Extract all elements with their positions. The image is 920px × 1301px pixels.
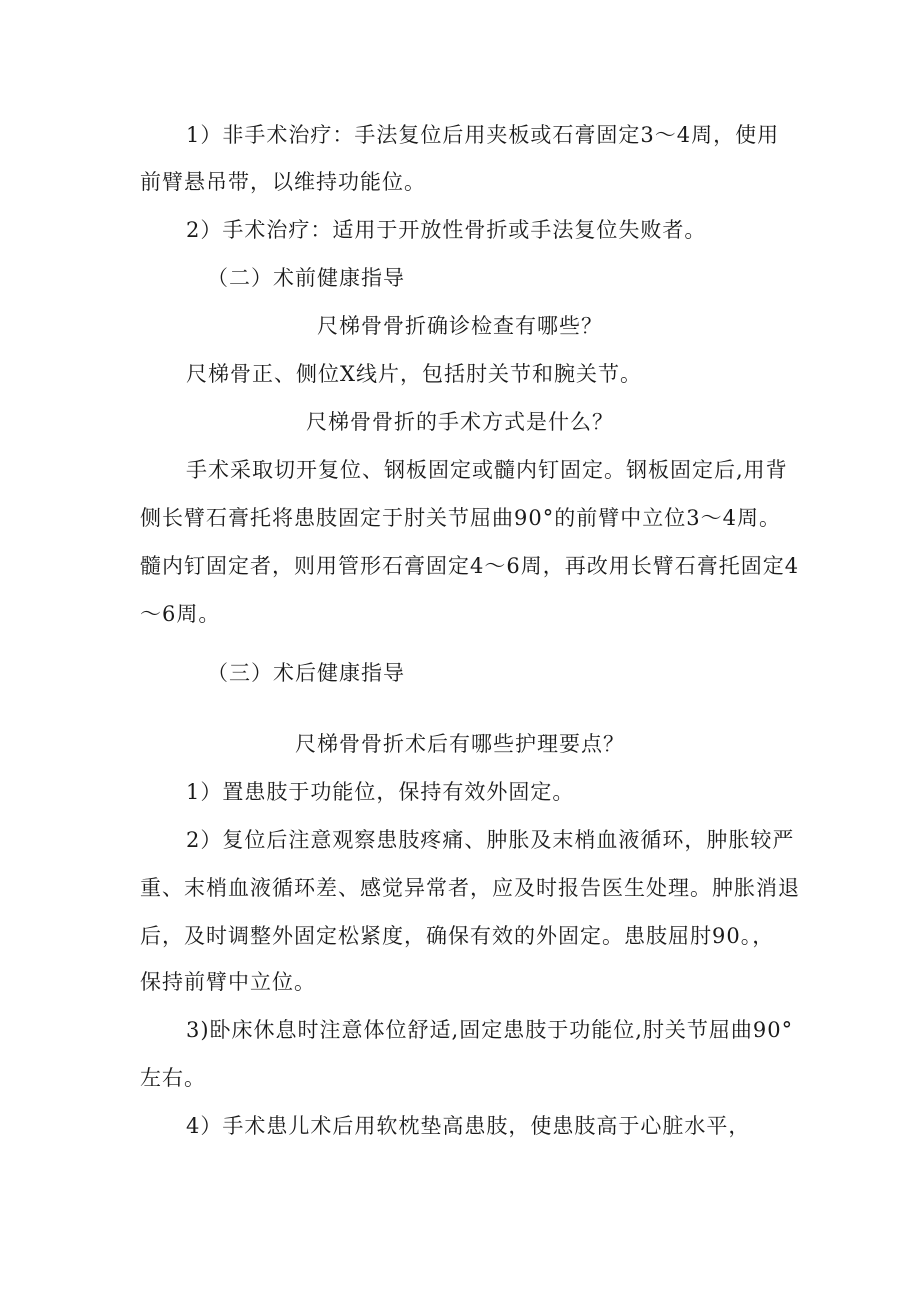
section-heading-postop: （三）术后健康指导 xyxy=(207,661,405,685)
nursing-point-2-line2: 重、末梢血液循环差、感觉异常者，应及时报告医生处理。肿胀消退 xyxy=(140,876,800,900)
nursing-point-2-line3: 后，及时调整外固定松紧度，确保有效的外固定。患肢屈肘90。， xyxy=(140,924,775,948)
section-heading-preop: （二）术前健康指导 xyxy=(207,266,405,290)
answer-surgery-line2: 侧长臂石膏托将患肢固定于肘关节屈曲90°的前臂中立位3～4周。 xyxy=(140,506,781,530)
question-surgery-method: 尺梯骨骨折的手术方式是什么？ xyxy=(306,410,614,434)
question-diagnosis: 尺梯骨骨折确诊检查有哪些？ xyxy=(317,314,603,338)
paragraph-nonsurgical-line2: 前臂悬吊带，以维持功能位。 xyxy=(140,170,426,194)
nursing-point-2-line4: 保持前臂中立位。 xyxy=(140,970,316,994)
answer-surgery-line3: 髓内钉固定者，则用管形石膏固定4～6周，再改用长臂石膏托固定4 xyxy=(140,554,800,578)
nursing-point-4: 4）手术患儿术后用软枕垫高患肢，使患肢高于心脏水平， xyxy=(186,1114,751,1138)
paragraph-surgical: 2）手术治疗：适用于开放性骨折或手法复位失败者。 xyxy=(186,218,707,242)
question-nursing-points: 尺梯骨骨折术后有哪些护理要点？ xyxy=(295,732,625,756)
paragraph-nonsurgical-line1: 1）非手术治疗：手法复位后用夹板或石膏固定3～4周，使用 xyxy=(186,123,780,147)
nursing-point-3-line1: 3)卧床休息时注意体位舒适,固定患肢于功能位,肘关节屈曲90° xyxy=(186,1018,794,1042)
answer-surgery-line4: ～6周。 xyxy=(140,602,221,626)
nursing-point-2-line1: 2）复位后注意观察患肢疼痛、肿胀及末梢血液循环，肿胀较严 xyxy=(186,828,795,852)
answer-diagnosis: 尺梯骨正、侧位X线片，包括肘关节和腕关节。 xyxy=(186,362,642,386)
nursing-point-1: 1）置患肢于功能位，保持有效外固定。 xyxy=(186,780,575,804)
answer-surgery-line1: 手术采取切开复位、钢板固定或髓内钉固定。钢板固定后,用背 xyxy=(186,458,788,482)
nursing-point-3-line2: 左右。 xyxy=(140,1066,206,1090)
